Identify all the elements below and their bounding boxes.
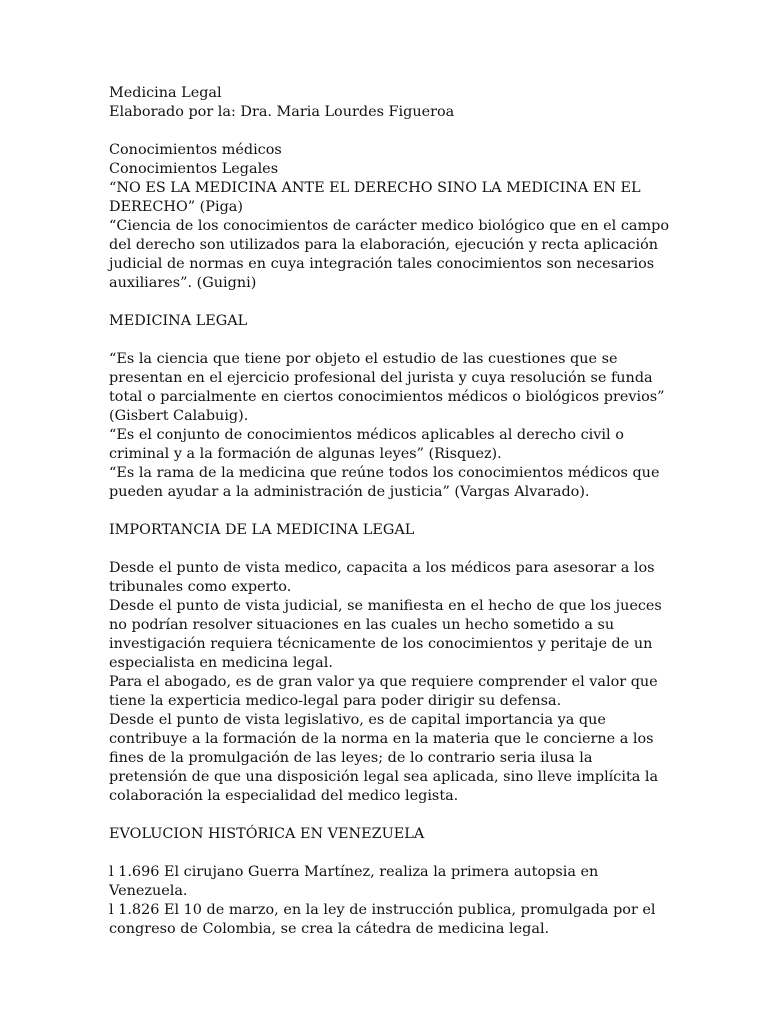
paragraph-lawyer-view: Para el abogado, es de gran valor ya que requiere comprender el valor que tiene la experticia medico-legal para poder dirigir su defensa. (109, 674, 658, 709)
paragraph-judicial-view: Desde el punto de vista judicial, se manifiesta en el hecho de que los jueces no podrían resolver situaciones en las cuales un hecho sometido a su investigación requiera técnicamente de los conocimientos y peritaje de un especialista en medicina legal. (109, 598, 662, 671)
definition-vargas: “Es la rama de la medicina que reúne todos los conocimientos médicos que pueden ayudar a la administración de justicia” (Vargas Alvarado). (109, 465, 660, 500)
heading-importancia: IMPORTANCIA DE LA MEDICINA LEGAL (109, 522, 415, 538)
intro-line-medical-knowledge: Conocimientos médicos (109, 142, 282, 158)
heading-medicina-legal: MEDICINA LEGAL (109, 313, 248, 329)
heading-evolucion: EVOLUCION HISTÓRICA EN VENEZUELA (109, 826, 425, 842)
document-title: Medicina Legal (109, 85, 222, 101)
spacer (109, 331, 669, 350)
paragraph-legislative-view: Desde el punto de vista legislativo, es de capital importancia ya que contribuye a la formación de la norma en la materia que le concierne a los fines de la promulgación de las leyes; de lo contrario seria ilusa la pretensión de que una disposición legal sea aplicada, sino lleve implícita la colaboración la especialidad del medico legista. (109, 712, 659, 804)
intro-line-legal-knowledge: Conocimientos Legales (109, 161, 279, 177)
document-page (109, 84, 669, 939)
spacer (109, 844, 669, 863)
paragraph-medical-view: Desde el punto de vista medico, capacita a los médicos para asesorar a los tribunales como experto. (109, 560, 655, 595)
spacer (109, 293, 669, 312)
spacer (109, 806, 669, 825)
history-item-1826: l 1.826 El 10 de marzo, en la ley de instrucción publica, promulgada por el congreso de Colombia, se crea la cátedra de medicina legal. (109, 902, 656, 937)
spacer (109, 540, 669, 559)
history-item-1696: l 1.696 El cirujano Guerra Martínez, realiza la primera autopsia en Venezuela. (109, 864, 599, 899)
document-author: Elaborado por la: Dra. Maria Lourdes Figueroa (109, 104, 455, 120)
quote-guigni: “Ciencia de los conocimientos de carácter medico biológico que en el campo del derecho son utilizados para la elaboración, ejecución y recta aplicación judicial de normas en cuya integración tales conocimientos son necesarios auxiliares”. (Guigni) (109, 218, 669, 291)
definition-risquez: “Es el conjunto de conocimientos médicos aplicables al derecho civil o criminal y a la formación de algunas leyes” (Risquez). (109, 427, 624, 462)
spacer (109, 502, 669, 521)
definition-gisbert: “Es la ciencia que tiene por objeto el estudio de las cuestiones que se presentan en el ejercicio profesional del jurista y cuya resolución se funda total o parcialmente en ciertos conocimientos médicos o biológicos previos” (Gisbert Calabuig). (109, 351, 665, 424)
spacer (109, 122, 669, 141)
quote-piga: “NO ES LA MEDICINA ANTE EL DERECHO SINO LA MEDICINA EN EL DERECHO” (Piga) (109, 180, 641, 215)
